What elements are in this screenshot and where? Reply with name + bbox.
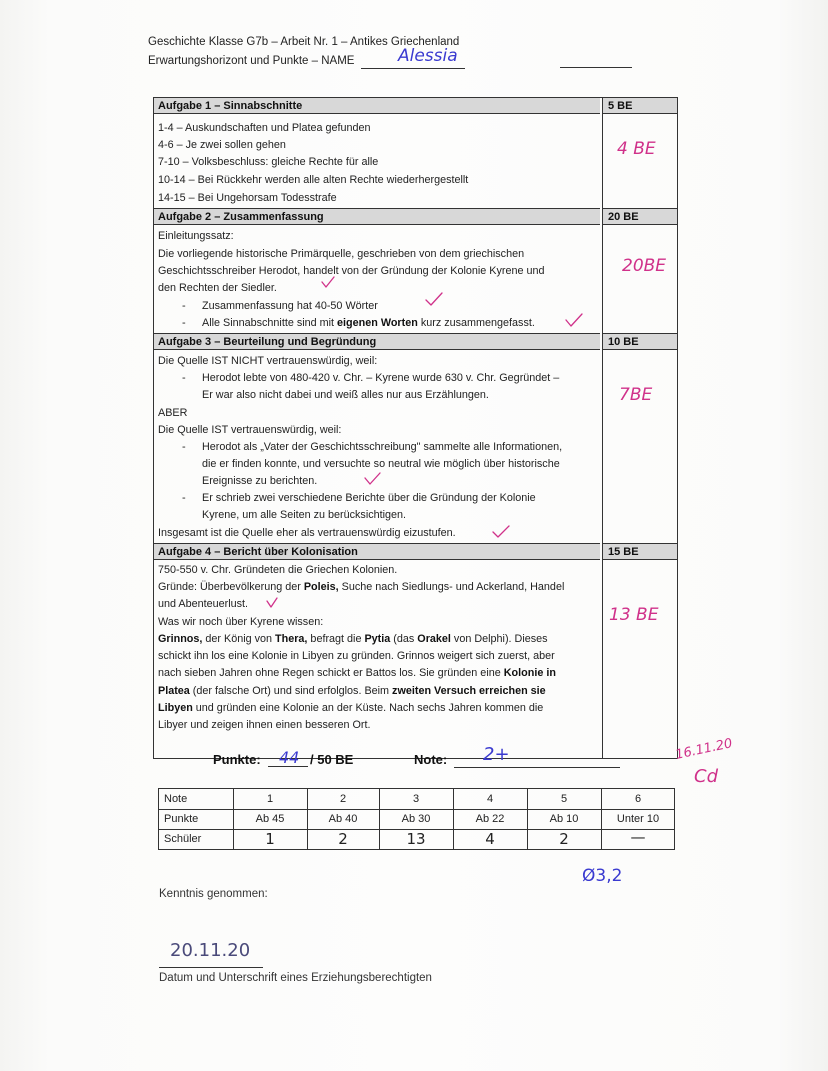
signature-line (159, 967, 263, 968)
task-1-line-3: 7-10 – Volksbeschluss: gleiche Rechte für alle (158, 156, 379, 168)
task-2-bullet-1: Zusammenfassung hat 40-50 Wörter (202, 300, 378, 312)
grade-line (454, 767, 620, 768)
document-subtitle: Erwartungshorizont und Punkte – NAME (148, 55, 355, 67)
grade-value-handwritten: 2+ (483, 744, 510, 765)
task-3-not-trust: Die Quelle IST NICHT vertrauenswürdig, weil: (158, 355, 378, 367)
check-mark (322, 277, 334, 287)
task-1-line-4: 10-14 – Bei Rückkehr werden alle alten Rechte wiederhergestellt (158, 174, 469, 186)
students-2: 2 (338, 830, 348, 848)
points-value-handwritten: 44 (279, 748, 300, 767)
grade-2: 2 (339, 793, 347, 805)
task-3-bullet-2-line-1: Herodot als „Vater der Geschichtsschreibung" sammelte alle Informationen, (202, 441, 563, 453)
signature-caption: Datum und Unterschrift eines Erziehungsberechtigten (159, 972, 432, 984)
teacher-initials-handwritten: Cd (694, 766, 718, 787)
task-4-para-6: Libyer und zeigen ihnen einen besseren Ort. (158, 719, 371, 731)
bullet-dash: - (182, 300, 186, 312)
task-3-bullet-1-line-1: Herodot lebte von 480-420 v. Chr. – Kyrene wurde 630 v. Chr. Gegründet – (202, 372, 560, 384)
task-4-line-4: Was wir noch über Kyrene wissen: (158, 616, 324, 628)
check-mark (365, 473, 380, 484)
task-3-trust: Die Quelle IST vertrauenswürdig, weil: (158, 424, 342, 436)
signature-date-handwritten: 20.11.20 (170, 940, 251, 961)
task-4-para-2: schickt ihn los eine Kolonie in Libyen zu gründen. Grinnos weigert sich zuerst, aber (158, 650, 555, 662)
task-2-line-1: Die vorliegende historische Primärquelle, geschrieben von dem griechischen (158, 248, 525, 260)
task-1-line-1: 1-4 – Auskundschaften und Platea gefunden (158, 122, 371, 134)
task-4-line-1: 750-550 v. Chr. Gründeten die Griechen Kolonien. (158, 564, 398, 576)
grade-5: 5 (560, 793, 568, 805)
task-3-score-handwritten: 7BE (619, 385, 653, 405)
acknowledged-label: Kenntnis genommen: (159, 888, 268, 900)
bullet-dash: - (182, 317, 186, 329)
task-2-line-2: Geschichtsschreiber Herodot, handelt von der Gründung der Kolonie Kyrene und (158, 265, 545, 277)
task-3-max: 10 BE (608, 336, 639, 348)
row-label-schueler: Schüler (164, 833, 202, 845)
points-5: Ab 10 (549, 813, 579, 825)
task-3-bullet-3-line-1: Er schrieb zwei verschiedene Berichte über die Gründung der Kolonie (202, 492, 536, 504)
row-label-punkte: Punkte (164, 813, 199, 825)
students-1: 1 (265, 830, 275, 848)
points-2: Ab 40 (328, 813, 358, 825)
correction-date-handwritten: 16.11.20 (674, 736, 734, 763)
task-4-title: Aufgabe 4 – Bericht über Kolonisation (158, 546, 358, 558)
check-mark (493, 526, 509, 537)
task-2-max: 20 BE (608, 211, 639, 223)
task-2-bullet-2: Alle Sinnabschnitte sind mit eigenen Worten kurz zusammengefasst. (202, 317, 535, 329)
grade-4: 4 (486, 793, 494, 805)
task-2-intro: Einleitungssatz: (158, 230, 234, 242)
bullet-dash: - (182, 372, 186, 384)
task-1-score-handwritten: 4 BE (617, 139, 656, 159)
class-average-handwritten: Ø3,2 (582, 866, 623, 886)
task-2-title: Aufgabe 2 – Zusammenfassung (158, 211, 324, 223)
task-1-max: 5 BE (608, 100, 633, 112)
task-3-bullet-1-line-2: Er war also nicht dabei und weiß alles nur aus Erzählungen. (202, 389, 489, 401)
task-1-line-2: 4-6 – Je zwei sollen gehen (158, 139, 286, 151)
grade-6: 6 (634, 793, 642, 805)
task-4-max: 15 BE (608, 546, 639, 558)
task-3-bullet-3-line-2: Kyrene, um alle Seiten zu berücksichtigen. (202, 509, 407, 521)
task-4-line-2: Gründe: Überbevölkerung der Poleis, Suche nach Siedlungs- und Ackerland, Handel (158, 581, 565, 593)
task-4-para-5: Libyen und gründen eine Kolonie an der Küste. Nach sechs Jahren kommen die (158, 702, 544, 714)
task-1-title: Aufgabe 1 – Sinnabschnitte (158, 100, 303, 112)
points-label: Punkte: (213, 752, 261, 767)
students-4: 4 (485, 830, 495, 848)
task-3-conclusion: Insgesamt ist die Quelle eher als vertrauenswürdig eizustufen. (158, 527, 456, 539)
points-3: Ab 30 (401, 813, 431, 825)
task-1-line-5: 14-15 – Bei Ungehorsam Todesstrafe (158, 192, 337, 204)
task-3-title: Aufgabe 3 – Beurteilung und Begründung (158, 336, 377, 348)
task-4-para-4: Platea (der falsche Ort) und sind erfolglos. Beim zweiten Versuch erreichen sie (158, 685, 546, 697)
grade-table (158, 788, 675, 850)
check-mark (566, 314, 582, 326)
grade-label: Note: (414, 752, 448, 767)
row-label-note: Note (164, 793, 188, 805)
document-title: Geschichte Klasse G7b – Arbeit Nr. 1 – Antikes Griechenland (148, 36, 460, 48)
students-6: — (630, 828, 646, 846)
students-3: 13 (406, 830, 426, 848)
points-4: Ab 22 (475, 813, 505, 825)
task-4-line-3: und Abenteuerlust. (158, 598, 249, 610)
task-3-bullet-2-line-3: Ereignisse zu berichten. (202, 475, 318, 487)
task-3-bullet-2-line-2: die er finden konnte, und versuchte so neutral wie möglich über historische (202, 458, 560, 470)
task-2-line-3: den Rechten der Siedler. (158, 282, 277, 294)
grade-3: 3 (412, 793, 420, 805)
points-max: / 50 BE (310, 752, 354, 767)
points-6: Unter 10 (616, 813, 660, 825)
student-name-handwritten: Alessia (398, 46, 458, 66)
grade-1: 1 (266, 793, 274, 805)
bullet-dash: - (182, 441, 186, 453)
task-2-score-handwritten: 20BE (622, 256, 667, 276)
check-mark (426, 293, 442, 305)
task-4-para-1: Grinnos, der König von Thera, befragt die Pytia (das Orakel von Delphi). Dieses (158, 633, 548, 645)
check-mark (267, 598, 277, 607)
task-4-score-handwritten: 13 BE (609, 605, 659, 625)
task-3-aber: ABER (158, 407, 188, 419)
points-1: Ab 45 (255, 813, 285, 825)
bullet-dash: - (182, 492, 186, 504)
task-4-para-3: nach sieben Jahren ohne Regen schickt er Battos los. Sie gründen eine Kolonie in (158, 667, 556, 679)
students-5: 2 (559, 830, 569, 848)
